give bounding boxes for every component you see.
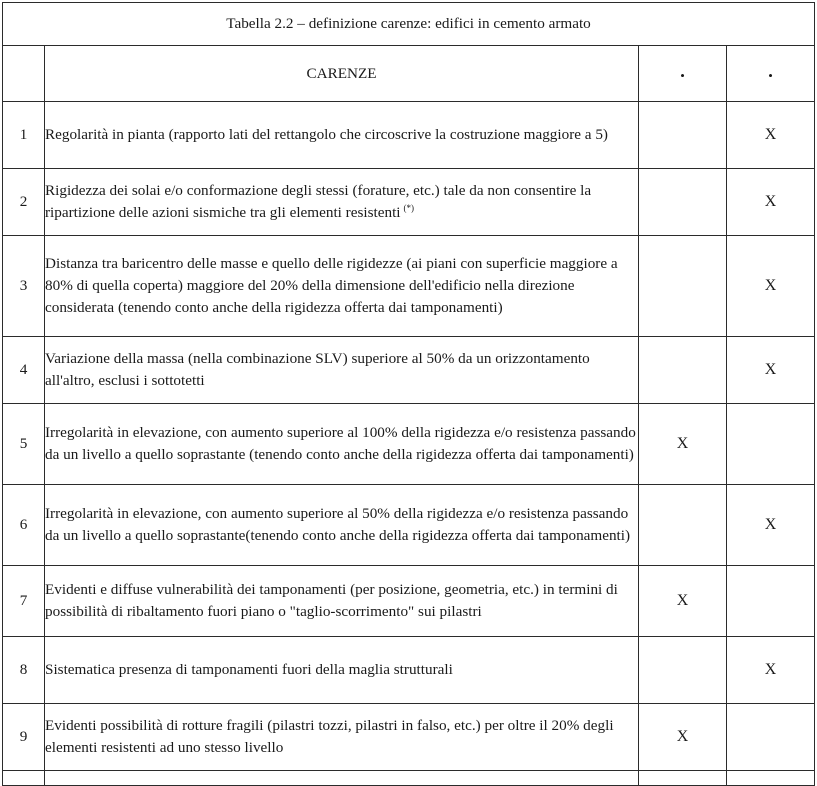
row-mark-a [639,485,727,566]
row-number: 4 [3,337,45,404]
header-num-cell [3,46,45,102]
row-mark-b: X [727,337,815,404]
header-col-a [639,46,727,102]
row-mark-b: X [727,637,815,704]
row-mark-a [639,337,727,404]
row-text: Evidenti possibilità di rotture fragili (pilastri tozzi, pilastri in falso, etc.) per oltre il 20% degli elementi resistenti ad uno stesso livello [45,717,614,756]
row-mark-a [639,169,727,236]
partial-cell [639,771,727,786]
table-row [3,404,815,485]
row-description [45,637,639,704]
row-number: 6 [3,485,45,566]
bullet-icon: • [768,67,773,83]
row-number: 9 [3,704,45,771]
caption-row [3,3,815,46]
row-text: Regolarità in pianta (rapporto lati del rettangolo che circoscrive la costruzione maggiore a 5) [45,126,608,143]
row-mark-b [727,404,815,485]
row-number: 1 [3,102,45,169]
row-description [45,566,639,637]
row-text: Irregolarità in elevazione, con aumento superiore al 100% della rigidezza e/o resistenza passando da un livello a quello soprastante (tenendo conto anche della rigidezza offerta dai tamponamenti) [45,424,636,463]
row-mark-a: X [639,566,727,637]
row-mark-b: X [727,236,815,337]
row-description [45,337,639,404]
table-caption: Tabella 2.2 – definizione carenze: edifici in cemento armato [3,3,815,46]
row-mark-a: X [639,404,727,485]
header-carenze: CARENZE [45,46,639,102]
row-mark-a [639,236,727,337]
row-number: 5 [3,404,45,485]
row-description [45,169,639,236]
row-text: Rigidezza dei solai e/o conformazione degli stessi (forature, etc.) tale da non consentire la ripartizione delle azioni sismiche tra gli elementi resistenti [45,182,592,221]
table-row [3,236,815,337]
partial-cell [727,771,815,786]
row-number: 2 [3,169,45,236]
row-description [45,704,639,771]
row-mark-b: X [727,169,815,236]
table-row [3,102,815,169]
table-row [3,485,815,566]
table-row [3,337,815,404]
row-text: Sistematica presenza di tamponamenti fuori della maglia strutturali [45,661,453,678]
footnote-marker: (*) [403,203,415,213]
row-text: Evidenti e diffuse vulnerabilità dei tamponamenti (per posizione, geometria, etc.) in termini di possibilità di ribaltamento fuori piano o "taglio-scorrimento" sui pilastri [45,581,618,620]
table-row [3,704,815,771]
row-mark-a: X [639,704,727,771]
row-text: Distanza tra baricentro delle masse e quello delle rigidezze (ai piani con superficie maggiore a 80% di quella coperta) maggiore del 20% della dimensione dell'edificio nella direzione considerata (tenendo conto anche della rigidezza offerta dai tamponamenti) [45,255,618,316]
partial-cell [3,771,45,786]
row-description [45,404,639,485]
header-col-b [727,46,815,102]
row-number: 3 [3,236,45,337]
row-text: Irregolarità in elevazione, con aumento superiore al 50% della rigidezza e/o resistenza passando da un livello a quello soprastante(tenendo conto anche della rigidezza offerta dai tamponamenti) [45,505,631,544]
header-row [3,46,815,102]
carenze-table [2,2,815,786]
row-description [45,485,639,566]
row-mark-b: X [727,485,815,566]
row-mark-a [639,637,727,704]
table-row [3,637,815,704]
table-row [3,169,815,236]
partial-cell [45,771,639,786]
row-number: 7 [3,566,45,637]
row-mark-b: X [727,102,815,169]
row-mark-b [727,704,815,771]
row-text: Variazione della massa (nella combinazione SLV) superiore al 50% da un orizzontamento all'altro, esclusi i sottotetti [45,350,590,389]
row-description [45,236,639,337]
row-description [45,102,639,169]
row-number: 8 [3,637,45,704]
row-mark-a [639,102,727,169]
row-mark-b [727,566,815,637]
table-row-partial [3,771,815,786]
table-row [3,566,815,637]
bullet-icon: • [680,67,685,83]
